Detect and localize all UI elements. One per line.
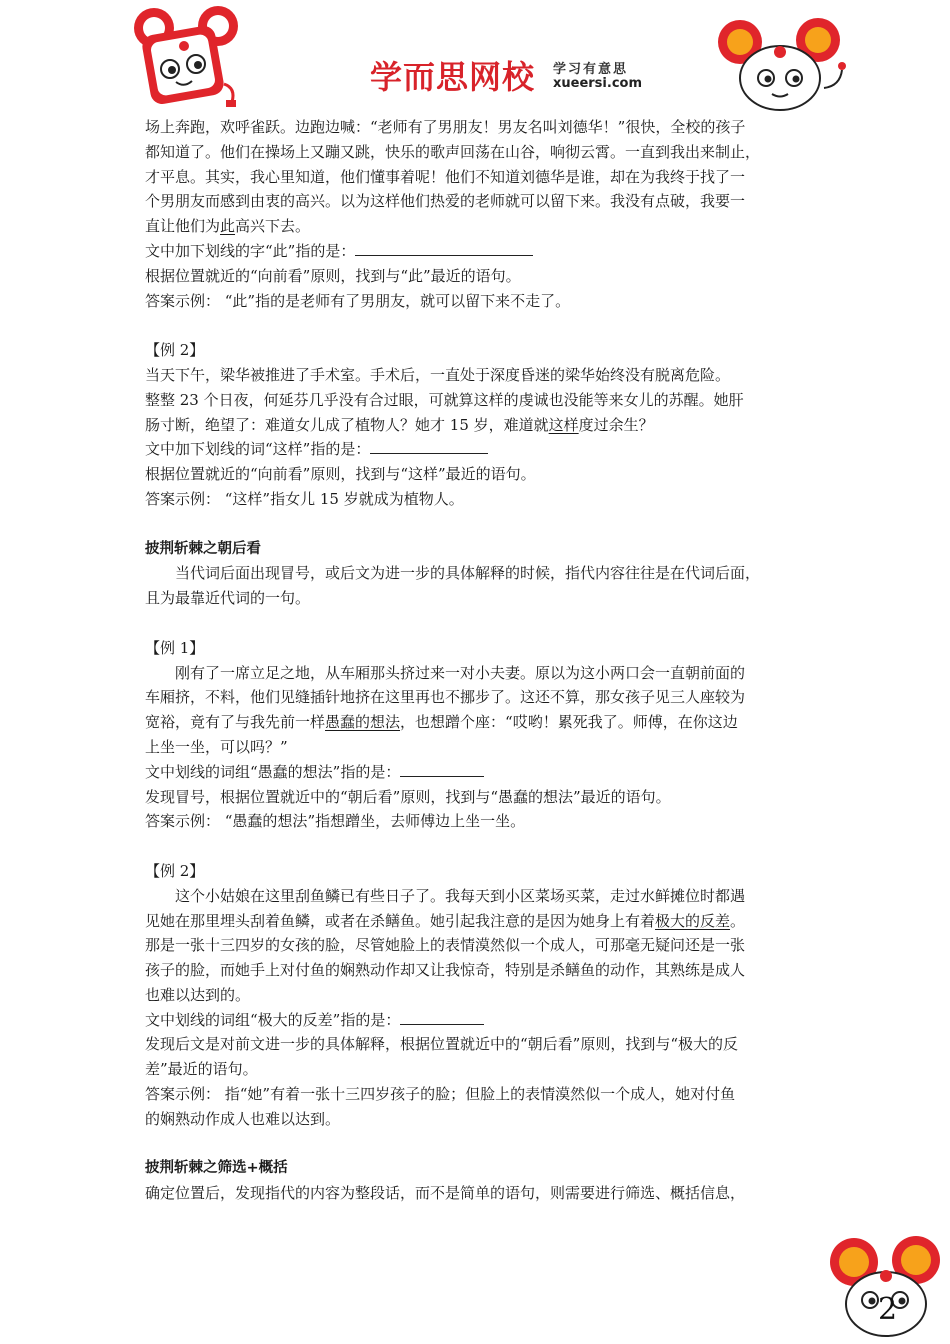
question-line: 文中划线的词组“愚蠢的想法”指的是： xyxy=(145,760,810,785)
body-line: 刚有了一席立足之地，从车厢那头挤过来一对小夫妻。原以为这小两口会一直朝前面的 xyxy=(175,663,746,682)
question-line: 文中加下划线的词“这样”指的是： xyxy=(145,437,810,462)
body-line: 当代词后面出现冒号，或后文为进一步的具体解释的时候，指代内容往往是在代词后面， xyxy=(175,564,761,583)
question-line: 文中加下划线的字“此”指的是： xyxy=(145,239,810,264)
underlined-phrase: 极大的反差 xyxy=(655,911,731,930)
body-line: 宽裕，竟有了与我先前一样愚蠢的想法，也想蹭个座：“哎哟！累死我了。师傅，在你这边 xyxy=(145,713,738,732)
body-line: 也难以达到的。 xyxy=(145,985,251,1004)
body-line: 车厢挤，不料，他们见缝插针地挤在这里再也不挪步了。这还不算，那女孩子见三人座较为 xyxy=(145,688,746,707)
mascot-left-icon xyxy=(132,6,242,111)
body-line: 孩子的脸，而她手上对付鱼的娴熟动作却又让我惊奇，特别是杀鳝鱼的动作，其熟练是成人 xyxy=(145,961,746,980)
answer-blank[interactable] xyxy=(400,760,484,777)
body-line: 直让他们为此高兴下去。 xyxy=(145,217,311,236)
body-line: 那是一张十三四岁的女孩的脸，尽管她脸上的表情漠然似一个成人，可那毫无疑问还是一张 xyxy=(145,936,746,955)
answer-blank[interactable] xyxy=(370,437,488,454)
body-line: 确定位置后，发现指代的内容为整段话，而不是简单的语句，则需要进行筛选、概括信息， xyxy=(145,1184,746,1203)
logo-title: 学而思网校 xyxy=(370,58,536,96)
underlined-word: 此 xyxy=(220,217,236,236)
method-line: 根据位置就近的“向前看”原则，找到与“此”最近的语句。 xyxy=(145,266,521,285)
answer-line: 的娴熟动作成人也难以达到。 xyxy=(145,1109,341,1128)
body-line: 见她在那里埋头刮着鱼鳞，或者在杀鳝鱼。她引起我注意的是因为她身上有着极大的反差。 xyxy=(145,911,746,930)
body-line: 场上奔跑，欢呼雀跃。边跑边喊：“老师有了男朋友！男友名叫刘德华！”很快，全校的孩子 xyxy=(145,118,746,136)
body-line: 才平息。其实，我心里知道，他们懂事着呢！他们不知道刘德华是谁，却在为我终于找了一 xyxy=(145,167,746,186)
answer-line: 答案示例： “愚蠢的想法”指想蹭坐，去师傅边上坐一坐。 xyxy=(145,812,526,831)
section-heading: 披荆斩棘之筛选+概括 xyxy=(145,1160,288,1177)
body-line: 整整 23 个日夜，何延芬几乎没有合过眼，可就算这样的虔诚也没能等来女儿的苏醒。她肝 xyxy=(145,390,744,409)
example-label: 【例 1】 xyxy=(145,638,205,657)
logo-domain: xueersi.com xyxy=(553,76,643,91)
question-line: 文中划线的词组“极大的反差”指的是： xyxy=(145,1008,810,1033)
section-heading: 披荆斩棘之朝后看 xyxy=(145,540,261,557)
method-line: 发现冒号，根据位置就近中的“朝后看”原则，找到与“愚蠢的想法”最近的语句。 xyxy=(145,787,671,806)
answer-line: 答案示例： “这样”指女儿 15 岁就成为植物人。 xyxy=(145,489,464,508)
document-body xyxy=(145,115,810,1206)
underlined-phrase: 愚蠢的想法 xyxy=(325,713,401,732)
body-line: 个男朋友而感到由衷的高兴。以为这样他们热爱的老师就可以留下来。我没有点破，我要一 xyxy=(145,192,746,211)
body-line: 且为最靠近代词的一句。 xyxy=(145,589,311,608)
logo-slogan: 学习有意思 xyxy=(553,62,629,77)
mascot-right-icon xyxy=(716,16,850,114)
answer-blank[interactable] xyxy=(355,239,533,256)
page-header xyxy=(0,0,950,118)
body-line: 上坐一坐，可以吗？” xyxy=(145,737,288,756)
answer-line: 答案示例： 指“她”有着一张十三四岁孩子的脸；但脸上的表情漠然似一个成人，她对付鱼 xyxy=(145,1085,736,1104)
answer-blank[interactable] xyxy=(400,1008,484,1025)
method-line: 发现后文是对前文进一步的具体解释，根据位置就近中的“朝后看”原则，找到与“极大的反 xyxy=(145,1035,739,1054)
example-label: 【例 2】 xyxy=(145,861,205,880)
body-line: 这个小姑娘在这里刮鱼鳞已有些日子了。我每天到小区菜场买菜，走过水鲜摊位时都遇 xyxy=(175,886,746,905)
example-label: 【例 2】 xyxy=(145,341,205,360)
method-line: 差”最近的语句。 xyxy=(145,1060,258,1079)
answer-line: 答案示例： “此”指的是老师有了男朋友，就可以留下来不走了。 xyxy=(145,291,571,310)
page-number: 2 xyxy=(878,1292,898,1327)
method-line: 根据位置就近的“向前看”原则，找到与“这样”最近的语句。 xyxy=(145,465,536,484)
underlined-word: 这样 xyxy=(548,415,579,434)
body-line: 肠寸断，绝望了：难道女儿成了植物人？她才 15 岁，难道就这样度过余生？ xyxy=(145,415,654,434)
body-line: 当天下午，梁华被推进了手术室。手术后，一直处于深度昏迷的梁华始终没有脱离危险。 xyxy=(145,365,731,384)
body-line: 都知道了。他们在操场上又蹦又跳，快乐的歌声回荡在山谷，响彻云霄。一直到我出来制止， xyxy=(145,142,761,161)
